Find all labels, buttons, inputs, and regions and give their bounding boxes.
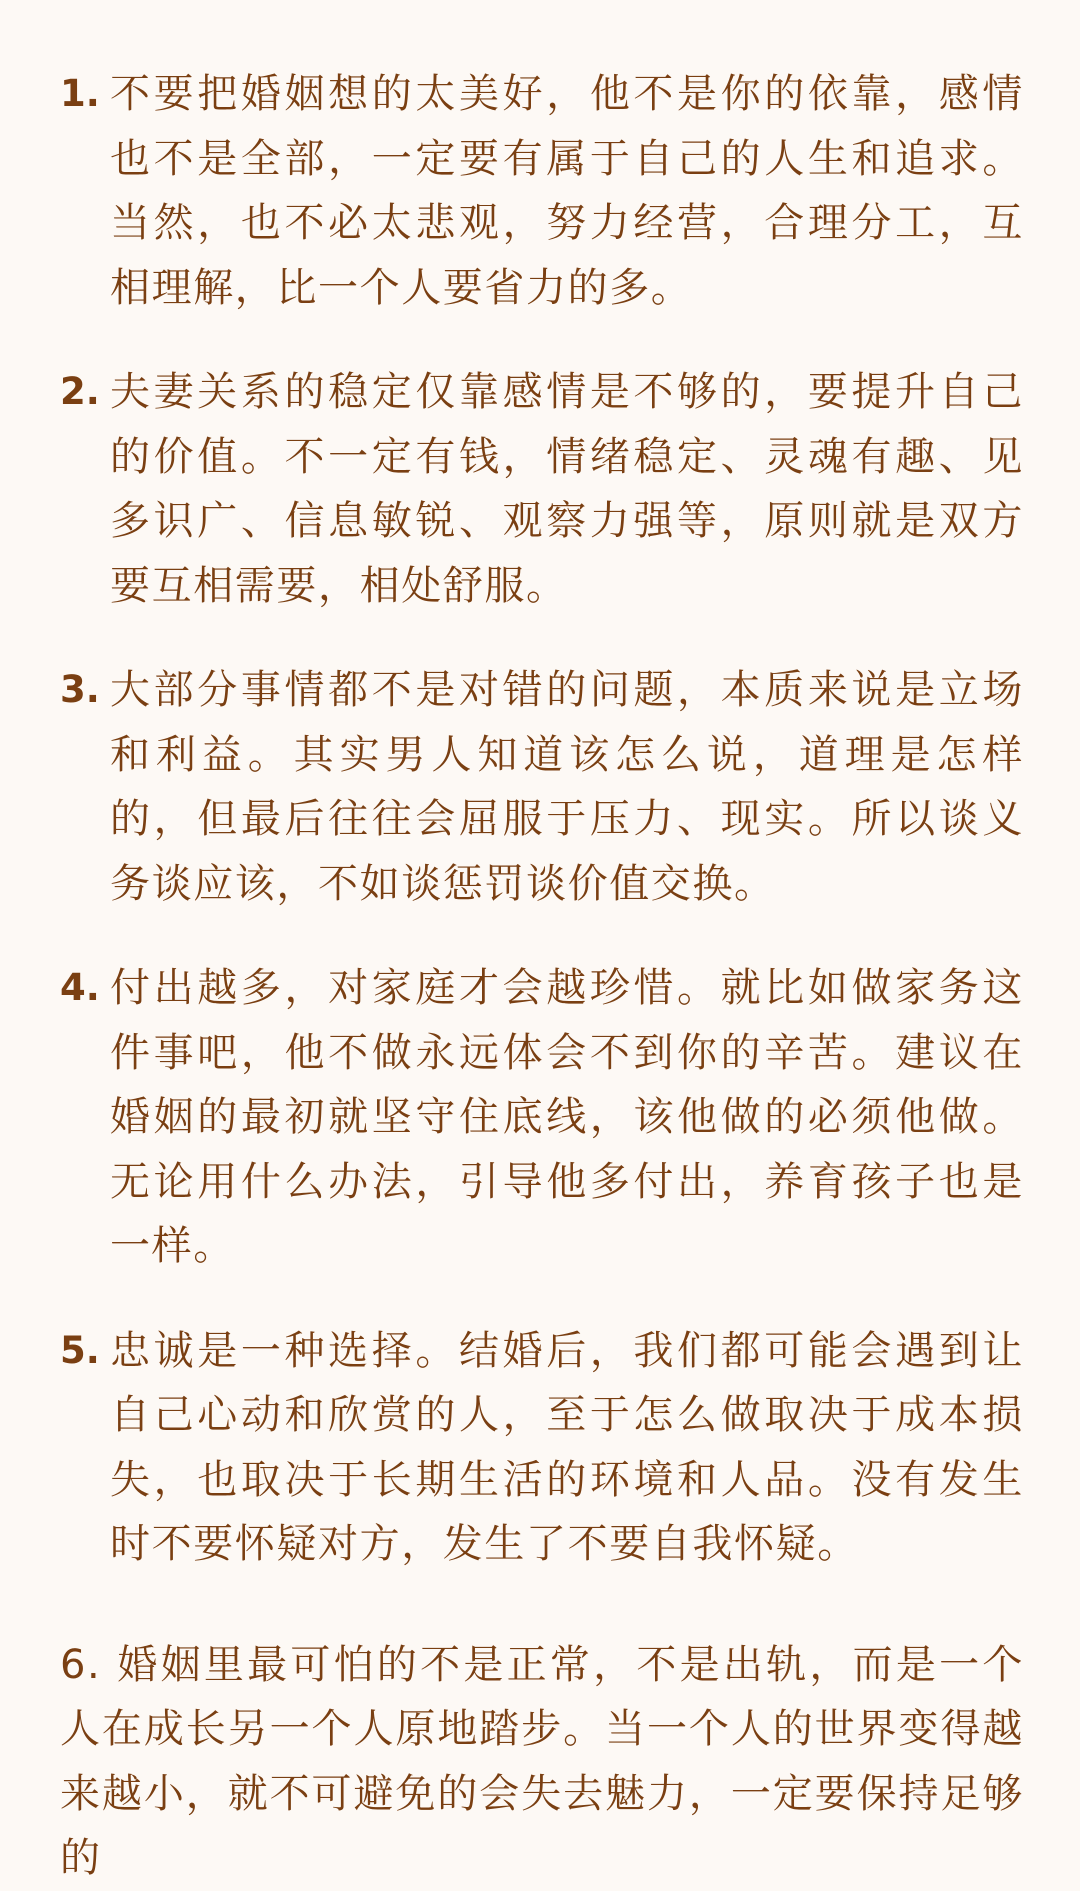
list-item-text: 忠诚是一种选择。结婚后，我们都可能会遇到让自己心动和欣赏的人，至于怎么做取决于成本损失，也取决于长期生活的环境和人品。没有发生时不要怀疑对方，发生了不要自我怀疑。 xyxy=(110,1327,1024,1567)
list-item xyxy=(60,1319,1024,1577)
list-item-number: 5. xyxy=(60,1328,100,1372)
list-item-text: 不要把婚姻想的太美好，他不是你的依靠，感情也不是全部，一定要有属于自己的人生和追求。当然，也不必太悲观，努力经营，合理分工，互相理解，比一个人要省力的多。 xyxy=(110,71,1024,311)
paragraph-6: 6. 婚姻里最可怕的不是正常，不是出轨，而是一个人在成长另一个人原地踏步。当一个人的世界变得越来越小，就不可避免的会失去魅力，一定要保持足够的 xyxy=(60,1641,1024,1881)
list-item-text: 付出越多，对家庭才会越珍惜。就比如做家务这件事吧，他不做永远体会不到你的辛苦。建议在婚姻的最初就坚守住底线，该他做的必须他做。无论用什么办法，引导他多付出，养育孩子也是一样。 xyxy=(110,965,1024,1269)
list-item-number: 1. xyxy=(60,72,100,115)
list-item-number: 2. xyxy=(60,370,100,413)
list-item-number: 3. xyxy=(60,668,100,711)
list-item xyxy=(60,62,1024,320)
list-item xyxy=(60,658,1024,916)
list-item xyxy=(60,956,1024,1279)
list-item xyxy=(60,360,1024,618)
list-item-text: 夫妻关系的稳定仅靠感情是不够的，要提升自己的价值。不一定有钱，情绪稳定、灵魂有趣、见多识广、信息敏锐、观察力强等，原则就是双方要互相需要，相处舒服。 xyxy=(110,369,1024,609)
list-item-number: 4. xyxy=(60,966,100,1009)
list-item-text: 大部分事情都不是对错的问题，本质来说是立场和利益。其实男人知道该怎么说，道理是怎样的，但最后往往会屈服于压力、现实。所以谈义务谈应该，不如谈惩罚谈价值交换。 xyxy=(110,667,1024,907)
